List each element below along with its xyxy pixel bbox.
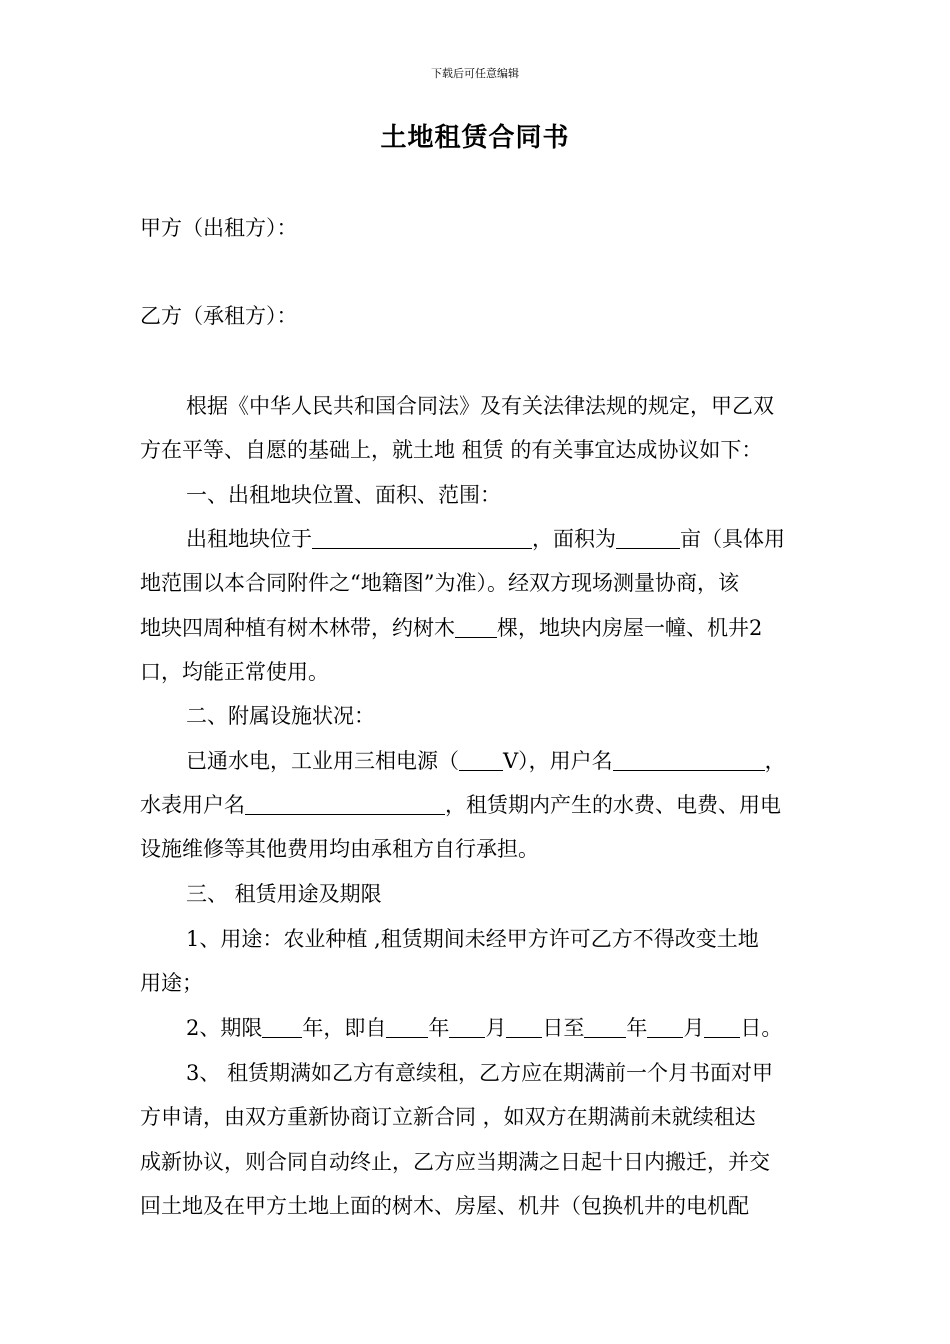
area-unit: 亩（具体用 <box>680 527 785 551</box>
section-3-item-2 <box>186 1006 820 1050</box>
trees-label: 地块四周种植有树木林带，约树木 <box>140 616 455 640</box>
end-day-blank <box>704 1015 740 1038</box>
section-1-line-1 <box>186 517 820 561</box>
section-3-item-1-cont: 用途； <box>140 971 203 995</box>
end-month-blank <box>647 1015 683 1038</box>
term-years-blank <box>262 1015 302 1038</box>
section-3-item-3-cont-2: 成新协议，则合同自动终止，乙方应当期满之日起十日内搬迁，并交 <box>140 1150 770 1174</box>
term-label: 2、期限 <box>186 1016 263 1040</box>
power-user-blank <box>613 748 765 771</box>
location-blank <box>312 526 532 549</box>
section-2-heading: 二、附属设施状况： <box>186 704 375 728</box>
from-label: 年，即自 <box>302 1016 387 1040</box>
section-1-line-2: 地范围以本合同附件之“地籍图”为准）。经双方现场测量协商，该 <box>140 571 739 595</box>
page-header-note: 下载后可任意编辑 <box>431 67 519 80</box>
section-3-item-3-cont-3: 回土地及在甲方土地上面的树木、房屋、机井（包换机井的电机配 <box>140 1194 749 1218</box>
section-1-heading: 一、出租地块位置、面积、范围： <box>186 483 501 507</box>
water-user-label: 水表用户名 <box>140 793 245 817</box>
intro-line-2: 方在平等、自愿的基础上，就土地 租赁 的有关事宜达成协议如下： <box>140 438 763 462</box>
area-blank <box>616 526 680 549</box>
section-1-line-4: 口，均能正常使用。 <box>140 660 329 684</box>
water-user-blank <box>245 792 445 815</box>
section-3-item-1: 1、用途：农业种植 ,租赁期间未经甲方许可乙方不得改变土地 <box>186 927 759 951</box>
to-label: 日至 <box>542 1016 585 1040</box>
section-3-item-3-cont-1: 方申请，由双方重新协商订立新合同 ，如双方在期满前未就续租达 <box>140 1105 756 1129</box>
section-3-item-3: 3、 租赁期满如乙方有意续租，乙方应在期满前一个月书面对甲 <box>186 1061 774 1085</box>
voltage-unit: V <box>503 749 519 773</box>
section-2-line-2 <box>140 783 820 827</box>
party-b-line: 乙方（承租方）： <box>140 304 298 328</box>
power-label: 已通水电，工业用三相电源（ <box>186 749 459 773</box>
end-year-unit: 年 <box>626 1016 648 1040</box>
party-a-line: 甲方（出租方）： <box>140 216 298 240</box>
area-label: ，面积为 <box>532 527 616 551</box>
start-day-blank <box>506 1015 542 1038</box>
intro-line-1: 根据《中华人民共和国合同法》及有关法律法规的规定，甲乙双 <box>186 394 774 418</box>
section-1-line-3 <box>140 606 820 650</box>
trees-rest: 棵，地块内房屋一幢、机井2 <box>497 616 763 640</box>
start-year-blank <box>386 1015 428 1038</box>
voltage-blank <box>459 748 503 771</box>
document-title: 土地租赁合同书 <box>380 123 570 153</box>
location-label: 出租地块位于 <box>186 527 312 551</box>
section-2-line-1 <box>186 739 820 783</box>
start-month-blank <box>449 1015 485 1038</box>
section-2-line-3: 设施维修等其他费用均由承租方自行承担。 <box>140 837 539 861</box>
fees-text: ，租赁期内产生的水费、电费、用电 <box>445 793 781 817</box>
section-3-heading: 三、 租赁用途及期限 <box>186 882 382 906</box>
comma: ， <box>764 749 786 773</box>
end-month-unit: 月 <box>683 1016 705 1040</box>
trees-blank <box>455 615 497 638</box>
start-year-unit: 年 <box>428 1016 450 1040</box>
start-month-unit: 月 <box>485 1016 507 1040</box>
power-user-label: ），用户名 <box>518 749 613 773</box>
end-day-unit: 日。 <box>740 1016 783 1040</box>
end-year-blank <box>584 1015 626 1038</box>
